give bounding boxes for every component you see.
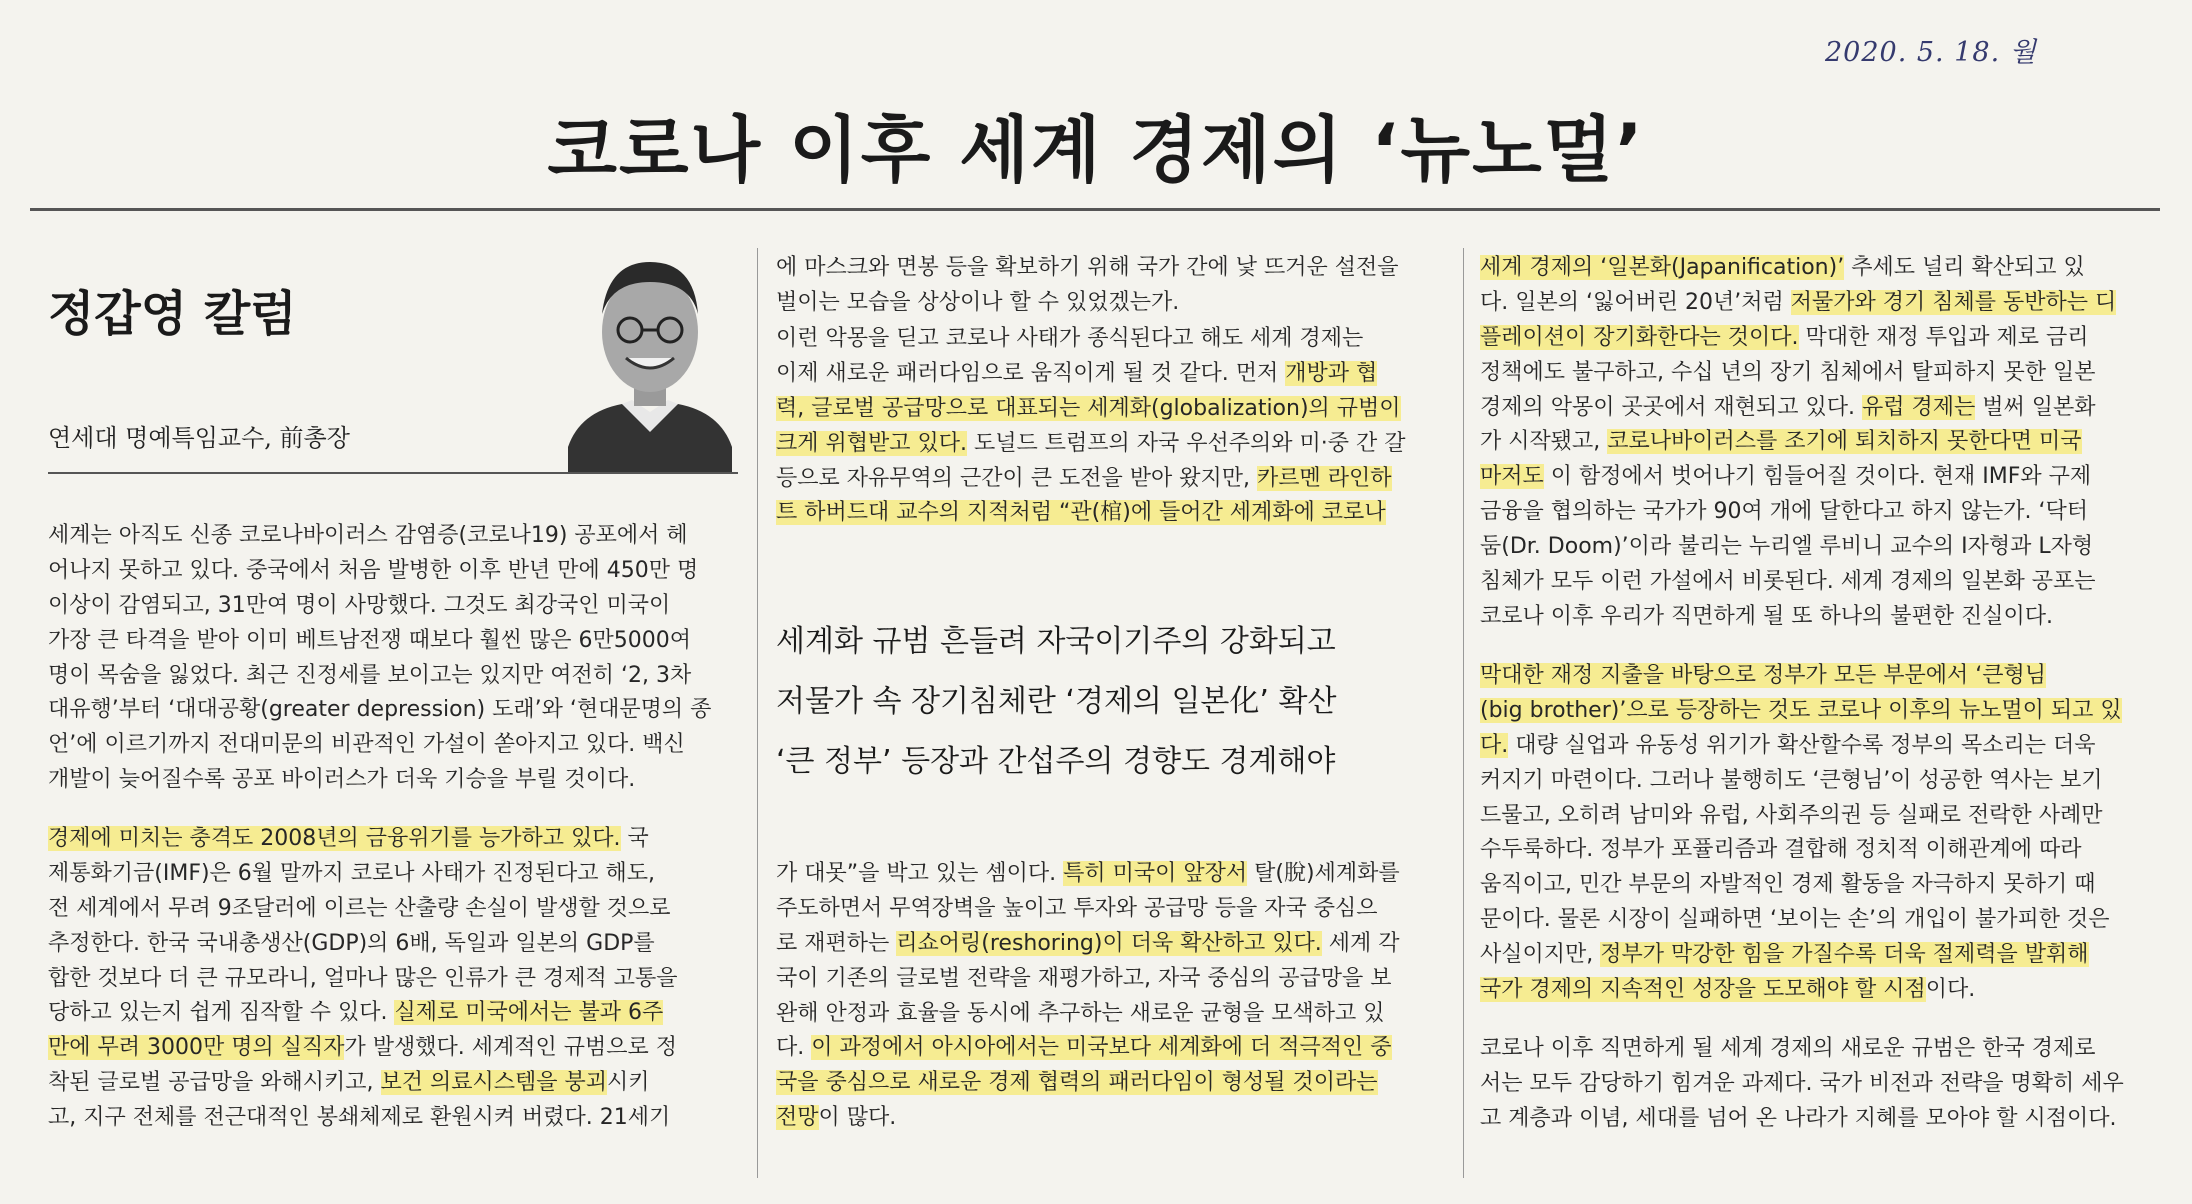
highlighted-text: 정부가 막강한 힘을 가질수록 더욱 절제력을 발휘해 [1600,942,2089,968]
highlighted-text: 다. [1480,732,1509,758]
text-line: 에 마스크와 면봉 등을 확보하기 위해 국가 간에 낯 뜨거운 설전을 [776,255,1399,280]
text-line: 경제에 미치는 충격도 2008년의 금융위기를 능가하고 있다. 국 [48,826,649,851]
text-line: 문이다. 물론 시장이 실패하면 ‘보이는 손’의 개입이 불가피한 것은 [1480,907,2110,933]
text-line: 가장 큰 타격을 받아 이미 베트남전쟁 때보다 훨씬 많은 6만5000여 [48,627,691,653]
text-line: 전 세계에서 무려 9조달러에 이르는 산출량 손실이 발생할 것으로 [48,895,671,921]
highlighted-text: (big brother)’으로 등장하는 것도 코로나 이후의 뉴노멀이 되고 있 [1480,697,2122,723]
author-rule [48,472,738,474]
highlighted-text: 트 하버드대 교수의 지적처럼 “관(棺)에 들어간 세계화에 코로나 [776,500,1386,526]
text-line: 어나지 못하고 있다. 중국에서 처음 발병한 이후 반년 만에 450만 명 [48,557,699,583]
text-line [776,1066,1446,1101]
text-line: 크게 위협받고 있다. 도널드 트럼프의 자국 우선주의와 미·중 간 갈 [776,430,1406,456]
text-line: 수두룩하다. 정부가 포퓰리즘과 결합해 정치적 이해관계에 따라 [1480,837,2082,863]
column-divider-left [757,248,758,1178]
text-line: 다. 일본의 ‘잃어버린 20년’처럼 저물가와 경기 침체를 동반하는 디 [1480,289,2117,315]
text-line: 둠(Dr. Doom)’이라 불리는 누리엘 루비니 교수의 I자형과 L자형 [1480,534,2094,560]
highlighted-text: 코로나바이러스를 조기에 퇴치하지 못한다면 미국 [1607,429,2082,455]
text-line: 정책에도 불구하고, 수십 년의 장기 침체에서 탈피하지 못한 일본 [1480,359,2096,385]
highlighted-text: 특히 미국이 앞장서 [1063,861,1248,886]
highlighted-text: 개방과 협 [1285,360,1378,386]
highlighted-text: 력, 글로벌 공급망으로 대표되는 세계화(globalization)의 규범이 [776,395,1401,421]
text-line: 고, 지구 전체를 전근대적인 봉쇄체제로 환원시켜 버렸다. 21세기 [48,1105,671,1131]
col2-paragraph-2 [776,322,1446,531]
highlighted-text: 세계 경제의 ‘일본화(Japanification)’ [1480,255,1845,280]
col2-paragraph-1 [776,251,1446,321]
text-line: 제통화기금(IMF)은 6월 말까지 코로나 사태가 진정된다고 해도, [48,860,656,886]
text-line: 서는 모두 감당하기 힘겨운 과제다. 국가 비전과 전략을 명확히 세우 [1480,1070,2124,1096]
highlighted-text: 경제에 미치는 충격도 2008년의 금융위기를 능가하고 있다. [48,826,621,851]
text-line: 만에 무려 3000만 명의 실직자가 발생했다. 세계적인 규범으로 정 [48,1035,677,1061]
text-line: 플레이션이 장기화한다는 것이다. 막대한 재정 투입과 제로 금리 [1480,324,2089,350]
text-line: 세계는 아직도 신종 코로나바이러스 감염증(코로나19) 공포에서 헤 [48,523,688,548]
pull-quote-line: 세계화 규범 흔들려 자국이기주의 강화되고 [776,624,1336,659]
highlighted-text: 국가 경제의 지속적인 성장을 도모해야 할 시점 [1480,977,1926,1003]
text-line: 합한 것보다 더 큰 규모라니, 얼마나 많은 인류가 큰 경제적 고통을 [48,965,678,991]
highlighted-text: 실제로 미국에서는 불과 6주 [394,1000,664,1026]
col3-paragraph-3 [1480,1032,2160,1137]
text-line: 전망이 많다. [776,1105,897,1131]
highlighted-text: 플레이션이 장기화한다는 것이다. [1480,324,1799,350]
pull-quote-line: 저물가 속 장기침체란 ‘경제의 일본化’ 확산 [776,684,1337,719]
headline: 코로나 이후 세계 경제의 ‘뉴노멀’ [547,108,1645,192]
text-line: 다. 대량 실업과 유동성 위기가 확산할수록 정부의 목소리는 더욱 [1480,732,2096,758]
col1-paragraph-2 [48,822,738,1136]
text-line: 코로나 이후 우리가 직면하게 될 또 하나의 불편한 진실이다. [1480,603,2053,629]
text-line: 이런 악몽을 딛고 코로나 사태가 종식된다고 해도 세계 경제는 [776,326,1364,351]
text-line: 로 재편하는 리쇼어링(reshoring)이 더욱 확산하고 있다. 세계 각 [776,930,1400,956]
text-line: 착된 글로벌 공급망을 와해시키고, 보건 의료시스템을 붕괴시키 [48,1070,650,1096]
text-line: 움직이고, 민간 부문의 자발적인 경제 활동을 자극하지 못하기 때 [1480,872,2096,898]
text-line: 커지기 마련이다. 그러나 불행히도 ‘큰형님’이 성공한 역사는 보기 [1480,767,2103,793]
text-line: 침체가 모두 이런 가설에서 비롯된다. 세계 경제의 일본화 공포는 [1480,569,2096,595]
text-line: 금융을 협의하는 국가가 90여 개에 달한다고 하지 않는가. ‘닥터 [1480,499,2088,525]
text-line: 대유행’부터 ‘대대공황(greater depression) 도래’와 ‘현대문명의 종 [48,697,712,723]
column-title: 정갑영 칼럼 [48,286,297,342]
highlighted-text: 마저도 [1480,464,1544,490]
text-line: 명이 목숨을 잃었다. 최근 진정세를 보이고는 있지만 여전히 ‘2, 3차 [48,662,692,688]
highlighted-text: 만에 무려 3000만 명의 실직자 [48,1035,345,1061]
column-divider-right [1463,248,1464,1178]
text-line: 국이 기존의 글로벌 전략을 재평가하고, 자국 중심의 공급망을 보 [776,965,1392,991]
highlighted-text: 리쇼어링(reshoring)이 더욱 확산하고 있다. [896,930,1322,956]
text-line: 다. 이 과정에서 아시아에서는 미국보다 세계화에 더 적극적인 중 [776,1035,1392,1061]
text-line [1480,694,2160,729]
text-line: 고 계층과 이념, 세대를 넘어 온 나라가 지혜를 모아야 할 시점이다. [1480,1105,2117,1131]
text-line: 국가 경제의 지속적인 성장을 도모해야 할 시점이다. [1480,977,1976,1003]
headline-rule [30,208,2160,211]
text-line: 완해 안정과 효율을 동시에 추구하는 새로운 균형을 모색하고 있 [776,1000,1385,1026]
col2-paragraph-3 [776,857,1446,1136]
handwritten-date: 2020. 5. 18. 월 [1825,37,2037,68]
col1-paragraph-1 [48,519,738,798]
highlighted-text: 전망 [776,1105,819,1131]
highlighted-text: 보건 의료시스템을 붕괴 [380,1070,608,1096]
highlighted-text: 저물가와 경기 침체를 동반하는 디 [1790,289,2117,315]
author-portrait [560,232,740,472]
highlighted-text: 막대한 재정 지출을 바탕으로 정부가 모든 부문에서 ‘큰형님 [1480,663,2046,688]
text-line: 벌이는 모습을 상상이나 할 수 있었겠는가. [776,289,1180,315]
text-line: 추정한다. 한국 국내총생산(GDP)의 6배, 독일과 일본의 GDP를 [48,930,655,956]
pull-quote-line: ‘큰 정부’ 등장과 간섭주의 경향도 경계해야 [776,744,1336,779]
text-line: 사실이지만, 정부가 막강한 힘을 가질수록 더욱 절제력을 발휘해 [1480,942,2089,968]
text-line: 이제 새로운 패러다임으로 움직이게 될 것 같다. 먼저 개방과 협 [776,360,1378,386]
text-line [776,392,1446,427]
text-line: 가 시작됐고, 코로나바이러스를 조기에 퇴치하지 못한다면 미국 [1480,429,2082,455]
text-line: 드물고, 오히려 남미와 유럽, 사회주의권 등 실패로 전락한 사례만 [1480,802,2103,828]
text-line: 이상이 감염되고, 31만여 명이 사망했다. 그것도 최강국인 미국이 [48,592,671,618]
text-line: 가 대못”을 박고 있는 셈이다. 특히 미국이 앞장서 탈(脫)세계화를 [776,861,1400,886]
text-line: 당하고 있는지 쉽게 짐작할 수 있다. 실제로 미국에서는 불과 6주 [48,1000,664,1026]
text-line: 주도하면서 무역장벽을 높이고 투자와 공급망 등을 자국 중심으 [776,895,1378,921]
highlighted-text: 이 과정에서 아시아에서는 미국보다 세계화에 더 적극적인 중 [811,1035,1392,1061]
text-line: 마저도 이 함정에서 벗어나기 힘들어질 것이다. 현재 IMF와 구제 [1480,464,2092,490]
text-line: 경제의 악몽이 곳곳에서 재현되고 있다. 유럽 경제는 벌써 일본화 [1480,394,2096,420]
col3-paragraph-1 [1480,251,2160,635]
highlighted-text: 유럽 경제는 [1862,394,1976,420]
pull-quote [776,612,1446,792]
text-line [776,496,1446,531]
highlighted-text: 국을 중심으로 새로운 경제 협력의 패러다임이 형성될 것이라는 [776,1070,1378,1096]
highlighted-text: 크게 위협받고 있다. [776,430,967,456]
text-line [1480,659,2160,694]
text-line: 언’에 이르기까지 전대미문의 비관적인 가설이 쏟아지고 있다. 백신 [48,732,685,758]
text-line: 세계 경제의 ‘일본화(Japanification)’ 추세도 널리 확산되고 있 [1480,255,2085,280]
text-line: 등으로 자유무역의 근간이 큰 도전을 받아 왔지만, 카르멘 라인하 [776,465,1392,491]
text-line: 개발이 늦어질수록 공포 바이러스가 더욱 기승을 부릴 것이다. [48,767,636,793]
text-line: 코로나 이후 직면하게 될 세계 경제의 새로운 규범은 한국 경제로 [1480,1036,2096,1061]
col3-paragraph-2 [1480,659,2160,1008]
author-affiliation: 연세대 명예특임교수, 前총장 [48,424,350,452]
highlighted-text: 카르멘 라인하 [1257,465,1392,491]
